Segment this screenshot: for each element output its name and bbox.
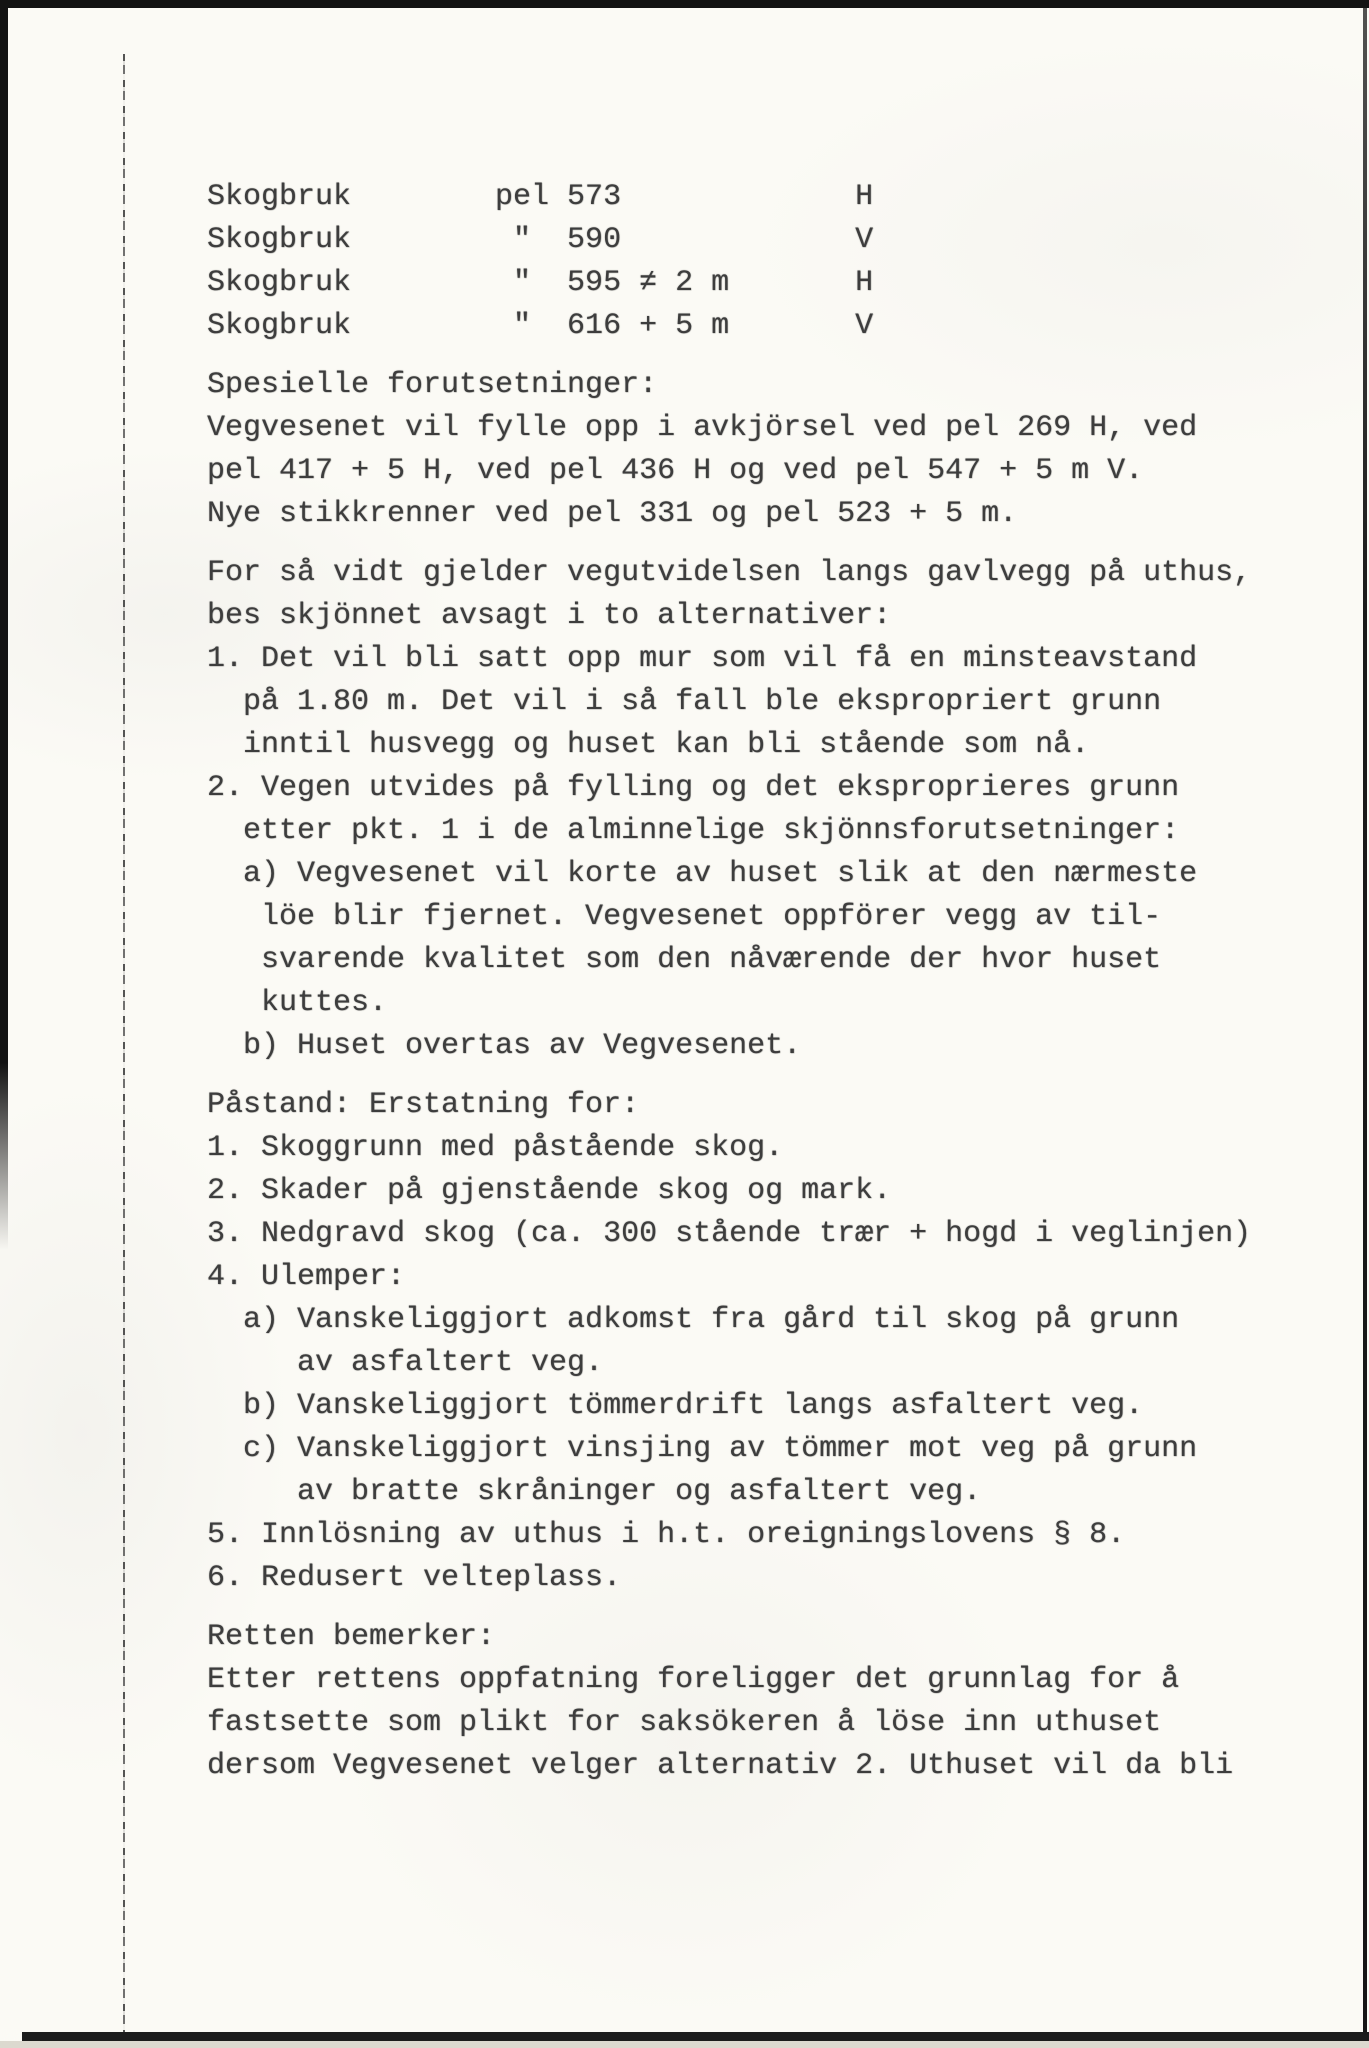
text-line: Skogbruk " 590 V [207,223,874,257]
text-line: 1. Det vil bli satt opp mur som vil få en minsteavstand [207,642,1198,676]
text-line: c) Vanskeliggjort vinsjing av tömmer mot veg på grunn [207,1432,1198,1466]
paastand [207,1084,1347,1600]
text-line: Påstand: Erstatning for: [207,1088,640,1122]
spesielle-forutsetninger [207,364,1347,536]
text-line: b) Huset overtas av Vegvesenet. [207,1029,802,1063]
text-line: Etter rettens oppfatning foreligger det grunnlag for å [207,1663,1180,1697]
text-line: etter pkt. 1 i de alminnelige skjönnsforutsetninger: [207,814,1180,848]
text-line: Skogbruk pel 573 H [207,180,874,214]
retten-bemerker [207,1616,1347,1788]
text-line: svarende kvalitet som den nåværende der hvor huset [207,943,1162,977]
text-line: a) Vanskeliggjort adkomst fra gård til skog på grunn [207,1303,1180,1337]
text-line: dersom Vegvesenet velger alternativ 2. Uthuset vil da bli [207,1749,1234,1783]
text-line: pel 417 + 5 H, ved pel 436 H og ved pel 547 + 5 m V. [207,454,1144,488]
text-line: b) Vanskeliggjort tömmerdrift langs asfaltert veg. [207,1389,1144,1423]
scan-edge-right [1363,8,1367,2038]
text-line: inntil husvegg og huset kan bli stående som nå. [207,728,1090,762]
text-line: Skogbruk " 595 ≠ 2 m H [207,266,874,300]
alternativer [207,552,1347,1068]
text-line: på 1.80 m. Det vil i så fall ble ekspropriert grunn [207,685,1162,719]
text-line: Retten bemerker: [207,1620,496,1654]
text-line: löe blir fjernet. Vegvesenet oppförer vegg av til- [207,900,1162,934]
text-line: For så vidt gjelder vegutvidelsen langs gavlvegg på uthus, [207,556,1252,590]
typewritten-text-body [207,176,1347,1788]
page-fold-line [123,54,125,2032]
scan-edge-top [0,0,1369,8]
text-line: a) Vegvesenet vil korte av huset slik at den nærmeste [207,857,1198,891]
text-line: bes skjönnet avsagt i to alternativer: [207,599,892,633]
text-line: 1. Skoggrunn med påstående skog. [207,1131,784,1165]
pel-list [207,176,1347,348]
text-line: av bratte skråninger og asfaltert veg. [207,1475,982,1509]
text-line: 2. Skader på gjenstående skog og mark. [207,1174,892,1208]
text-line: fastsette som plikt for saksökeren å löse inn uthuset [207,1706,1162,1740]
text-line: kuttes. [207,986,388,1020]
text-line: Spesielle forutsetninger: [207,368,658,402]
text-line: 3. Nedgravd skog (ca. 300 stående trær + hogd i veglinjen) [207,1217,1252,1251]
scan-edge-left [0,0,8,1250]
text-line: Vegvesenet vil fylle opp i avkjörsel ved pel 269 H, ved [207,411,1198,445]
text-line: 6. Redusert velteplass. [207,1561,622,1595]
text-line: Nye stikkrenner ved pel 331 og pel 523 + 5 m. [207,497,1018,531]
text-line: av asfaltert veg. [207,1346,604,1380]
text-line: 4. Ulemper: [207,1260,406,1294]
text-line: 2. Vegen utvides på fylling og det eksproprieres grunn [207,771,1180,805]
text-line: Skogbruk " 616 + 5 m V [207,309,874,343]
scan-edge-bottom [22,2032,1369,2041]
scan-edge-bottom-paper [0,2041,1369,2048]
text-line: 5. Innlösning av uthus i h.t. oreigningslovens § 8. [207,1518,1126,1552]
